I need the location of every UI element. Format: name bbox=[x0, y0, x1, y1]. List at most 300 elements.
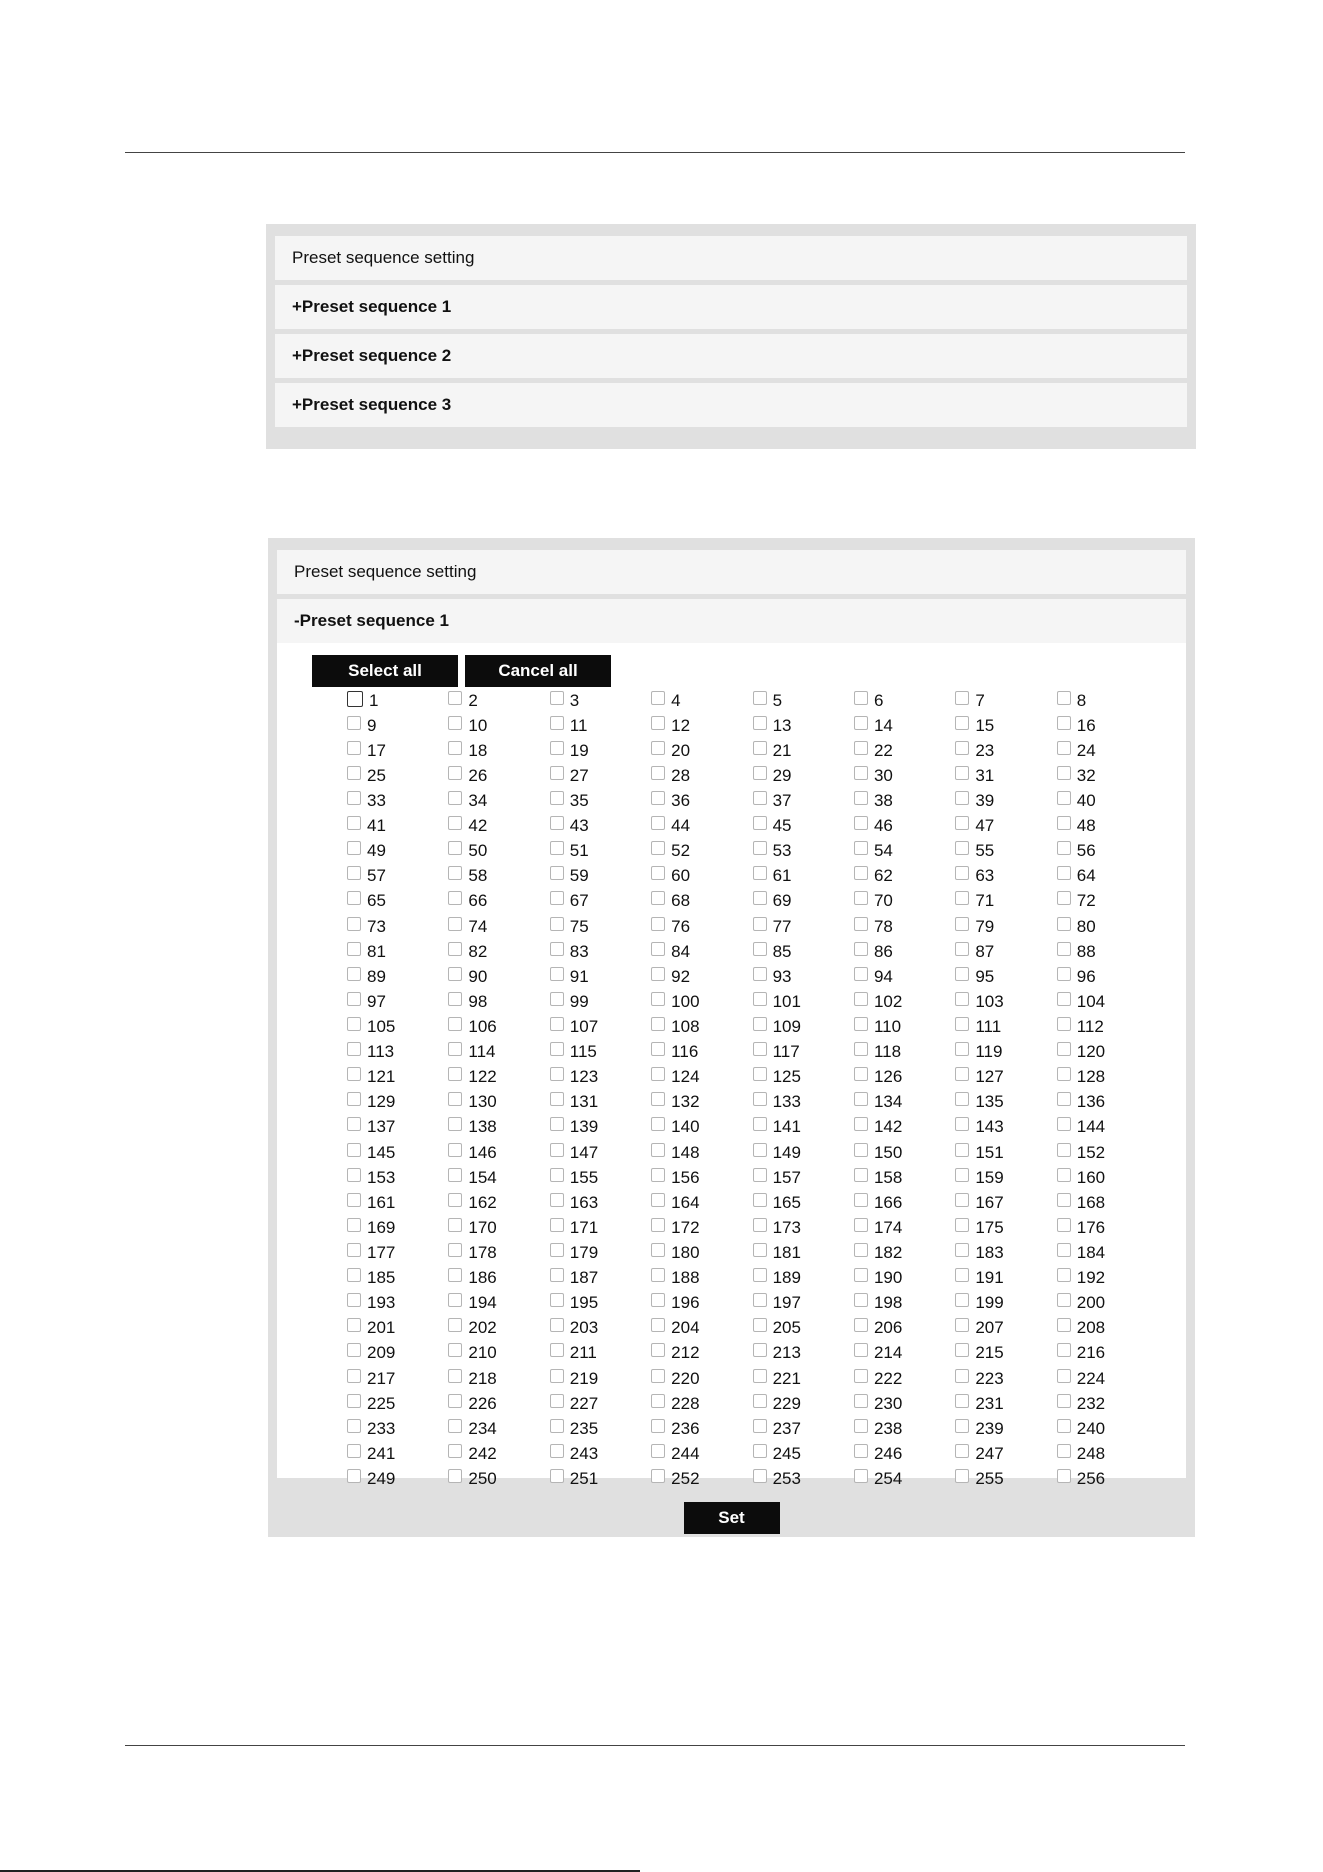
preset-item-84[interactable] bbox=[651, 939, 752, 964]
preset-item-146[interactable] bbox=[448, 1140, 549, 1165]
preset-checkbox-87[interactable] bbox=[955, 942, 969, 956]
preset-item-243[interactable] bbox=[550, 1441, 651, 1466]
preset-checkbox-94[interactable] bbox=[854, 967, 868, 981]
preset-item-38[interactable] bbox=[854, 788, 955, 813]
preset-checkbox-11[interactable] bbox=[550, 716, 564, 730]
preset-item-103[interactable] bbox=[955, 989, 1056, 1014]
preset-item-121[interactable] bbox=[347, 1065, 448, 1090]
preset-checkbox-160[interactable] bbox=[1057, 1168, 1071, 1182]
preset-checkbox-251[interactable] bbox=[550, 1469, 564, 1483]
preset-checkbox-20[interactable] bbox=[651, 741, 665, 755]
preset-checkbox-201[interactable] bbox=[347, 1318, 361, 1332]
preset-checkbox-217[interactable] bbox=[347, 1369, 361, 1383]
preset-checkbox-22[interactable] bbox=[854, 741, 868, 755]
preset-checkbox-67[interactable] bbox=[550, 891, 564, 905]
preset-item-190[interactable] bbox=[854, 1266, 955, 1291]
preset-checkbox-99[interactable] bbox=[550, 992, 564, 1006]
preset-item-100[interactable] bbox=[651, 989, 752, 1014]
preset-checkbox-252[interactable] bbox=[651, 1469, 665, 1483]
preset-checkbox-135[interactable] bbox=[955, 1092, 969, 1106]
preset-item-27[interactable] bbox=[550, 763, 651, 788]
preset-item-46[interactable] bbox=[854, 814, 955, 839]
preset-checkbox-245[interactable] bbox=[753, 1444, 767, 1458]
preset-checkbox-4[interactable] bbox=[651, 691, 665, 705]
preset-checkbox-86[interactable] bbox=[854, 942, 868, 956]
preset-checkbox-115[interactable] bbox=[550, 1042, 564, 1056]
preset-item-22[interactable] bbox=[854, 738, 955, 763]
preset-checkbox-24[interactable] bbox=[1057, 741, 1071, 755]
preset-item-80[interactable] bbox=[1057, 914, 1158, 939]
preset-item-222[interactable] bbox=[854, 1366, 955, 1391]
preset-checkbox-106[interactable] bbox=[448, 1017, 462, 1031]
preset-checkbox-203[interactable] bbox=[550, 1318, 564, 1332]
preset-checkbox-152[interactable] bbox=[1057, 1143, 1071, 1157]
preset-checkbox-89[interactable] bbox=[347, 967, 361, 981]
preset-item-102[interactable] bbox=[854, 989, 955, 1014]
preset-checkbox-7[interactable] bbox=[955, 691, 969, 705]
preset-checkbox-181[interactable] bbox=[753, 1243, 767, 1257]
preset-item-18[interactable] bbox=[448, 738, 549, 763]
preset-checkbox-174[interactable] bbox=[854, 1218, 868, 1232]
preset-checkbox-3[interactable] bbox=[550, 691, 564, 705]
preset-checkbox-215[interactable] bbox=[955, 1343, 969, 1357]
preset-item-117[interactable] bbox=[753, 1040, 854, 1065]
preset-checkbox-233[interactable] bbox=[347, 1419, 361, 1433]
preset-checkbox-186[interactable] bbox=[448, 1268, 462, 1282]
section-header-preset-sequence-1[interactable]: +Preset sequence 1 bbox=[275, 285, 1187, 329]
preset-checkbox-189[interactable] bbox=[753, 1268, 767, 1282]
preset-item-26[interactable] bbox=[448, 763, 549, 788]
preset-item-95[interactable] bbox=[955, 964, 1056, 989]
preset-item-170[interactable] bbox=[448, 1215, 549, 1240]
preset-item-89[interactable] bbox=[347, 964, 448, 989]
preset-checkbox-66[interactable] bbox=[448, 891, 462, 905]
preset-checkbox-222[interactable] bbox=[854, 1369, 868, 1383]
preset-item-226[interactable] bbox=[448, 1391, 549, 1416]
preset-checkbox-38[interactable] bbox=[854, 791, 868, 805]
preset-checkbox-246[interactable] bbox=[854, 1444, 868, 1458]
preset-checkbox-76[interactable] bbox=[651, 917, 665, 931]
preset-item-82[interactable] bbox=[448, 939, 549, 964]
preset-item-21[interactable] bbox=[753, 738, 854, 763]
preset-item-96[interactable] bbox=[1057, 964, 1158, 989]
preset-checkbox-97[interactable] bbox=[347, 992, 361, 1006]
preset-checkbox-100[interactable] bbox=[651, 992, 665, 1006]
preset-checkbox-59[interactable] bbox=[550, 866, 564, 880]
preset-checkbox-231[interactable] bbox=[955, 1394, 969, 1408]
preset-checkbox-85[interactable] bbox=[753, 942, 767, 956]
preset-checkbox-56[interactable] bbox=[1057, 841, 1071, 855]
preset-checkbox-120[interactable] bbox=[1057, 1042, 1071, 1056]
preset-item-130[interactable] bbox=[448, 1090, 549, 1115]
preset-checkbox-16[interactable] bbox=[1057, 716, 1071, 730]
preset-item-20[interactable] bbox=[651, 738, 752, 763]
preset-item-39[interactable] bbox=[955, 788, 1056, 813]
preset-checkbox-103[interactable] bbox=[955, 992, 969, 1006]
preset-checkbox-212[interactable] bbox=[651, 1343, 665, 1357]
preset-checkbox-200[interactable] bbox=[1057, 1293, 1071, 1307]
preset-item-36[interactable] bbox=[651, 788, 752, 813]
preset-checkbox-63[interactable] bbox=[955, 866, 969, 880]
preset-checkbox-82[interactable] bbox=[448, 942, 462, 956]
preset-item-51[interactable] bbox=[550, 839, 651, 864]
preset-item-247[interactable] bbox=[955, 1441, 1056, 1466]
preset-item-205[interactable] bbox=[753, 1316, 854, 1341]
preset-checkbox-170[interactable] bbox=[448, 1218, 462, 1232]
preset-item-81[interactable] bbox=[347, 939, 448, 964]
preset-item-106[interactable] bbox=[448, 1014, 549, 1039]
preset-checkbox-235[interactable] bbox=[550, 1419, 564, 1433]
preset-item-136[interactable] bbox=[1057, 1090, 1158, 1115]
preset-item-77[interactable] bbox=[753, 914, 854, 939]
preset-checkbox-123[interactable] bbox=[550, 1067, 564, 1081]
preset-item-12[interactable] bbox=[651, 713, 752, 738]
preset-item-182[interactable] bbox=[854, 1240, 955, 1265]
preset-item-216[interactable] bbox=[1057, 1341, 1158, 1366]
preset-item-13[interactable] bbox=[753, 713, 854, 738]
preset-checkbox-159[interactable] bbox=[955, 1168, 969, 1182]
preset-checkbox-28[interactable] bbox=[651, 766, 665, 780]
preset-item-127[interactable] bbox=[955, 1065, 1056, 1090]
preset-checkbox-5[interactable] bbox=[753, 691, 767, 705]
preset-item-180[interactable] bbox=[651, 1240, 752, 1265]
preset-item-58[interactable] bbox=[448, 864, 549, 889]
preset-checkbox-249[interactable] bbox=[347, 1469, 361, 1483]
preset-checkbox-155[interactable] bbox=[550, 1168, 564, 1182]
preset-checkbox-92[interactable] bbox=[651, 967, 665, 981]
preset-item-2[interactable] bbox=[448, 688, 549, 713]
preset-item-94[interactable] bbox=[854, 964, 955, 989]
preset-checkbox-195[interactable] bbox=[550, 1293, 564, 1307]
preset-item-133[interactable] bbox=[753, 1090, 854, 1115]
preset-checkbox-202[interactable] bbox=[448, 1318, 462, 1332]
preset-item-193[interactable] bbox=[347, 1291, 448, 1316]
preset-checkbox-144[interactable] bbox=[1057, 1117, 1071, 1131]
preset-checkbox-25[interactable] bbox=[347, 766, 361, 780]
preset-checkbox-225[interactable] bbox=[347, 1394, 361, 1408]
preset-checkbox-130[interactable] bbox=[448, 1092, 462, 1106]
preset-checkbox-148[interactable] bbox=[651, 1143, 665, 1157]
preset-checkbox-2[interactable] bbox=[448, 691, 462, 705]
preset-item-214[interactable] bbox=[854, 1341, 955, 1366]
preset-item-9[interactable] bbox=[347, 713, 448, 738]
preset-item-114[interactable] bbox=[448, 1040, 549, 1065]
preset-item-110[interactable] bbox=[854, 1014, 955, 1039]
preset-item-220[interactable] bbox=[651, 1366, 752, 1391]
preset-item-152[interactable] bbox=[1057, 1140, 1158, 1165]
preset-item-241[interactable] bbox=[347, 1441, 448, 1466]
preset-item-78[interactable] bbox=[854, 914, 955, 939]
preset-item-218[interactable] bbox=[448, 1366, 549, 1391]
preset-item-48[interactable] bbox=[1057, 814, 1158, 839]
preset-checkbox-128[interactable] bbox=[1057, 1067, 1071, 1081]
preset-item-168[interactable] bbox=[1057, 1190, 1158, 1215]
preset-checkbox-29[interactable] bbox=[753, 766, 767, 780]
preset-item-11[interactable] bbox=[550, 713, 651, 738]
preset-checkbox-161[interactable] bbox=[347, 1193, 361, 1207]
preset-checkbox-137[interactable] bbox=[347, 1117, 361, 1131]
preset-item-196[interactable] bbox=[651, 1291, 752, 1316]
preset-checkbox-107[interactable] bbox=[550, 1017, 564, 1031]
preset-item-167[interactable] bbox=[955, 1190, 1056, 1215]
preset-item-137[interactable] bbox=[347, 1115, 448, 1140]
select-all-button[interactable]: Select all bbox=[312, 655, 458, 687]
preset-checkbox-172[interactable] bbox=[651, 1218, 665, 1232]
preset-checkbox-180[interactable] bbox=[651, 1243, 665, 1257]
preset-item-140[interactable] bbox=[651, 1115, 752, 1140]
preset-item-187[interactable] bbox=[550, 1266, 651, 1291]
preset-checkbox-62[interactable] bbox=[854, 866, 868, 880]
preset-checkbox-157[interactable] bbox=[753, 1168, 767, 1182]
preset-checkbox-15[interactable] bbox=[955, 716, 969, 730]
preset-item-248[interactable] bbox=[1057, 1441, 1158, 1466]
preset-checkbox-26[interactable] bbox=[448, 766, 462, 780]
preset-item-47[interactable] bbox=[955, 814, 1056, 839]
preset-checkbox-134[interactable] bbox=[854, 1092, 868, 1106]
preset-checkbox-1[interactable] bbox=[347, 691, 363, 707]
preset-checkbox-110[interactable] bbox=[854, 1017, 868, 1031]
preset-item-122[interactable] bbox=[448, 1065, 549, 1090]
preset-item-101[interactable] bbox=[753, 989, 854, 1014]
preset-checkbox-171[interactable] bbox=[550, 1218, 564, 1232]
preset-item-63[interactable] bbox=[955, 864, 1056, 889]
preset-checkbox-53[interactable] bbox=[753, 841, 767, 855]
preset-item-75[interactable] bbox=[550, 914, 651, 939]
preset-item-175[interactable] bbox=[955, 1215, 1056, 1240]
preset-item-176[interactable] bbox=[1057, 1215, 1158, 1240]
preset-checkbox-196[interactable] bbox=[651, 1293, 665, 1307]
preset-checkbox-138[interactable] bbox=[448, 1117, 462, 1131]
preset-checkbox-192[interactable] bbox=[1057, 1268, 1071, 1282]
preset-checkbox-80[interactable] bbox=[1057, 917, 1071, 931]
preset-checkbox-164[interactable] bbox=[651, 1193, 665, 1207]
preset-checkbox-83[interactable] bbox=[550, 942, 564, 956]
preset-checkbox-127[interactable] bbox=[955, 1067, 969, 1081]
preset-item-111[interactable] bbox=[955, 1014, 1056, 1039]
preset-checkbox-126[interactable] bbox=[854, 1067, 868, 1081]
preset-item-201[interactable] bbox=[347, 1316, 448, 1341]
preset-item-178[interactable] bbox=[448, 1240, 549, 1265]
preset-checkbox-13[interactable] bbox=[753, 716, 767, 730]
preset-item-172[interactable] bbox=[651, 1215, 752, 1240]
preset-item-194[interactable] bbox=[448, 1291, 549, 1316]
preset-item-4[interactable] bbox=[651, 688, 752, 713]
preset-checkbox-232[interactable] bbox=[1057, 1394, 1071, 1408]
preset-checkbox-191[interactable] bbox=[955, 1268, 969, 1282]
preset-checkbox-219[interactable] bbox=[550, 1369, 564, 1383]
preset-checkbox-17[interactable] bbox=[347, 741, 361, 755]
preset-checkbox-54[interactable] bbox=[854, 841, 868, 855]
preset-checkbox-207[interactable] bbox=[955, 1318, 969, 1332]
preset-checkbox-121[interactable] bbox=[347, 1067, 361, 1081]
preset-checkbox-104[interactable] bbox=[1057, 992, 1071, 1006]
preset-checkbox-156[interactable] bbox=[651, 1168, 665, 1182]
preset-checkbox-108[interactable] bbox=[651, 1017, 665, 1031]
preset-item-244[interactable] bbox=[651, 1441, 752, 1466]
preset-checkbox-185[interactable] bbox=[347, 1268, 361, 1282]
preset-checkbox-45[interactable] bbox=[753, 816, 767, 830]
preset-item-235[interactable] bbox=[550, 1416, 651, 1441]
preset-checkbox-229[interactable] bbox=[753, 1394, 767, 1408]
preset-item-239[interactable] bbox=[955, 1416, 1056, 1441]
preset-item-148[interactable] bbox=[651, 1140, 752, 1165]
preset-checkbox-216[interactable] bbox=[1057, 1343, 1071, 1357]
preset-checkbox-241[interactable] bbox=[347, 1444, 361, 1458]
preset-item-68[interactable] bbox=[651, 889, 752, 914]
preset-item-92[interactable] bbox=[651, 964, 752, 989]
preset-checkbox-150[interactable] bbox=[854, 1143, 868, 1157]
preset-checkbox-187[interactable] bbox=[550, 1268, 564, 1282]
preset-checkbox-173[interactable] bbox=[753, 1218, 767, 1232]
preset-item-107[interactable] bbox=[550, 1014, 651, 1039]
preset-checkbox-9[interactable] bbox=[347, 716, 361, 730]
preset-checkbox-98[interactable] bbox=[448, 992, 462, 1006]
preset-checkbox-68[interactable] bbox=[651, 891, 665, 905]
preset-item-219[interactable] bbox=[550, 1366, 651, 1391]
preset-checkbox-146[interactable] bbox=[448, 1143, 462, 1157]
preset-checkbox-175[interactable] bbox=[955, 1218, 969, 1232]
preset-item-208[interactable] bbox=[1057, 1316, 1158, 1341]
preset-item-192[interactable] bbox=[1057, 1266, 1158, 1291]
preset-checkbox-242[interactable] bbox=[448, 1444, 462, 1458]
preset-checkbox-247[interactable] bbox=[955, 1444, 969, 1458]
preset-checkbox-88[interactable] bbox=[1057, 942, 1071, 956]
preset-item-211[interactable] bbox=[550, 1341, 651, 1366]
preset-item-50[interactable] bbox=[448, 839, 549, 864]
preset-item-115[interactable] bbox=[550, 1040, 651, 1065]
preset-item-166[interactable] bbox=[854, 1190, 955, 1215]
preset-item-165[interactable] bbox=[753, 1190, 854, 1215]
preset-item-238[interactable] bbox=[854, 1416, 955, 1441]
preset-item-138[interactable] bbox=[448, 1115, 549, 1140]
preset-item-44[interactable] bbox=[651, 814, 752, 839]
preset-checkbox-238[interactable] bbox=[854, 1419, 868, 1433]
preset-item-61[interactable] bbox=[753, 864, 854, 889]
preset-checkbox-214[interactable] bbox=[854, 1343, 868, 1357]
preset-checkbox-58[interactable] bbox=[448, 866, 462, 880]
preset-item-71[interactable] bbox=[955, 889, 1056, 914]
preset-checkbox-69[interactable] bbox=[753, 891, 767, 905]
preset-checkbox-36[interactable] bbox=[651, 791, 665, 805]
preset-checkbox-179[interactable] bbox=[550, 1243, 564, 1257]
preset-item-7[interactable] bbox=[955, 688, 1056, 713]
preset-item-229[interactable] bbox=[753, 1391, 854, 1416]
preset-checkbox-183[interactable] bbox=[955, 1243, 969, 1257]
preset-item-144[interactable] bbox=[1057, 1115, 1158, 1140]
preset-checkbox-30[interactable] bbox=[854, 766, 868, 780]
preset-item-24[interactable] bbox=[1057, 738, 1158, 763]
preset-item-210[interactable] bbox=[448, 1341, 549, 1366]
preset-checkbox-208[interactable] bbox=[1057, 1318, 1071, 1332]
preset-item-200[interactable] bbox=[1057, 1291, 1158, 1316]
preset-checkbox-84[interactable] bbox=[651, 942, 665, 956]
preset-item-128[interactable] bbox=[1057, 1065, 1158, 1090]
preset-item-74[interactable] bbox=[448, 914, 549, 939]
preset-item-64[interactable] bbox=[1057, 864, 1158, 889]
preset-item-132[interactable] bbox=[651, 1090, 752, 1115]
preset-item-3[interactable] bbox=[550, 688, 651, 713]
preset-item-112[interactable] bbox=[1057, 1014, 1158, 1039]
preset-item-17[interactable] bbox=[347, 738, 448, 763]
preset-checkbox-234[interactable] bbox=[448, 1419, 462, 1433]
preset-item-156[interactable] bbox=[651, 1165, 752, 1190]
preset-checkbox-70[interactable] bbox=[854, 891, 868, 905]
preset-item-62[interactable] bbox=[854, 864, 955, 889]
preset-checkbox-162[interactable] bbox=[448, 1193, 462, 1207]
preset-checkbox-194[interactable] bbox=[448, 1293, 462, 1307]
preset-item-99[interactable] bbox=[550, 989, 651, 1014]
preset-checkbox-43[interactable] bbox=[550, 816, 564, 830]
preset-checkbox-197[interactable] bbox=[753, 1293, 767, 1307]
preset-checkbox-133[interactable] bbox=[753, 1092, 767, 1106]
preset-checkbox-145[interactable] bbox=[347, 1143, 361, 1157]
preset-checkbox-90[interactable] bbox=[448, 967, 462, 981]
preset-checkbox-153[interactable] bbox=[347, 1168, 361, 1182]
preset-item-233[interactable] bbox=[347, 1416, 448, 1441]
preset-item-139[interactable] bbox=[550, 1115, 651, 1140]
preset-item-108[interactable] bbox=[651, 1014, 752, 1039]
preset-checkbox-168[interactable] bbox=[1057, 1193, 1071, 1207]
preset-checkbox-221[interactable] bbox=[753, 1369, 767, 1383]
preset-checkbox-243[interactable] bbox=[550, 1444, 564, 1458]
preset-item-97[interactable] bbox=[347, 989, 448, 1014]
preset-item-52[interactable] bbox=[651, 839, 752, 864]
preset-item-85[interactable] bbox=[753, 939, 854, 964]
preset-item-223[interactable] bbox=[955, 1366, 1056, 1391]
preset-item-141[interactable] bbox=[753, 1115, 854, 1140]
preset-checkbox-78[interactable] bbox=[854, 917, 868, 931]
preset-checkbox-113[interactable] bbox=[347, 1042, 361, 1056]
preset-item-174[interactable] bbox=[854, 1215, 955, 1240]
preset-checkbox-65[interactable] bbox=[347, 891, 361, 905]
preset-checkbox-95[interactable] bbox=[955, 967, 969, 981]
preset-checkbox-27[interactable] bbox=[550, 766, 564, 780]
cancel-all-button[interactable]: Cancel all bbox=[465, 655, 611, 687]
preset-item-191[interactable] bbox=[955, 1266, 1056, 1291]
preset-checkbox-149[interactable] bbox=[753, 1143, 767, 1157]
preset-checkbox-240[interactable] bbox=[1057, 1419, 1071, 1433]
preset-checkbox-254[interactable] bbox=[854, 1469, 868, 1483]
preset-item-5[interactable] bbox=[753, 688, 854, 713]
preset-item-16[interactable] bbox=[1057, 713, 1158, 738]
preset-item-57[interactable] bbox=[347, 864, 448, 889]
preset-item-225[interactable] bbox=[347, 1391, 448, 1416]
preset-item-123[interactable] bbox=[550, 1065, 651, 1090]
preset-checkbox-114[interactable] bbox=[448, 1042, 462, 1056]
preset-item-177[interactable] bbox=[347, 1240, 448, 1265]
preset-item-231[interactable] bbox=[955, 1391, 1056, 1416]
preset-checkbox-49[interactable] bbox=[347, 841, 361, 855]
preset-item-40[interactable] bbox=[1057, 788, 1158, 813]
preset-checkbox-139[interactable] bbox=[550, 1117, 564, 1131]
preset-item-161[interactable] bbox=[347, 1190, 448, 1215]
preset-item-119[interactable] bbox=[955, 1040, 1056, 1065]
preset-item-181[interactable] bbox=[753, 1240, 854, 1265]
preset-checkbox-44[interactable] bbox=[651, 816, 665, 830]
preset-item-240[interactable] bbox=[1057, 1416, 1158, 1441]
preset-checkbox-151[interactable] bbox=[955, 1143, 969, 1157]
preset-checkbox-227[interactable] bbox=[550, 1394, 564, 1408]
preset-checkbox-211[interactable] bbox=[550, 1343, 564, 1357]
preset-checkbox-184[interactable] bbox=[1057, 1243, 1071, 1257]
preset-item-154[interactable] bbox=[448, 1165, 549, 1190]
preset-item-45[interactable] bbox=[753, 814, 854, 839]
preset-checkbox-10[interactable] bbox=[448, 716, 462, 730]
preset-checkbox-198[interactable] bbox=[854, 1293, 868, 1307]
preset-item-104[interactable] bbox=[1057, 989, 1158, 1014]
preset-checkbox-81[interactable] bbox=[347, 942, 361, 956]
preset-item-230[interactable] bbox=[854, 1391, 955, 1416]
